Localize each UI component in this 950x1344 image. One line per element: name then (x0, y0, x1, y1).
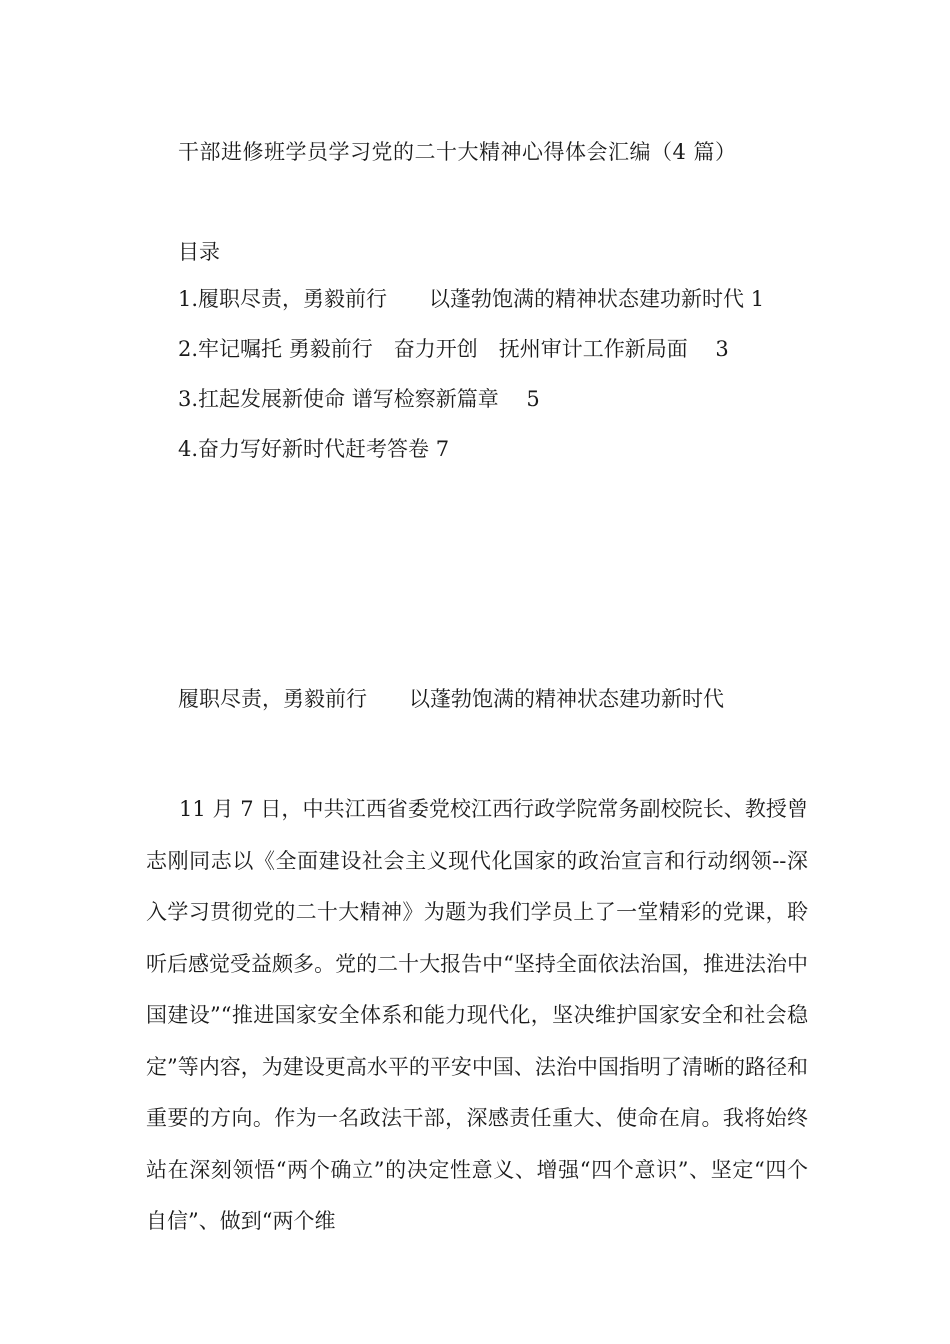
toc-item[interactable]: 4.奋力写好新时代赶考答卷 7 (178, 437, 450, 461)
body-paragraph: 11 月 7 日，中共江西省委党校江西行政学院常务副校院长、教授曾志刚同志以《全面建设社会主义现代化国家的政治宣言和行动纲领--深入学习贯彻党的二十大精神》为题为我们学员上了一堂精彩的党课，聆听后感觉受益颇多。党的二十大报告中“坚持全面依法治国，推进法治中国建设”“推进国家安全体系和能力现代化，坚决维护国家安全和社会稳定”等内容，为建设更高水平的平安中国、法治中国指明了清晰的路径和重要的方向。作为一名政法干部，深感责任重大、使命在肩。我将始终站在深刻领悟“两个确立”的决定性意义、增强“四个意识”、坚定“四个自信”、做到“两个维 (146, 797, 808, 1233)
toc-item[interactable]: 3.扛起发展新使命 谱写检察新篇章 5 (178, 387, 540, 411)
section-title: 履职尽责，勇毅前行 以蓬勃饱满的精神状态建功新时代 (178, 687, 724, 711)
document-title: 干部进修班学员学习党的二十大精神心得体会汇编（4 篇） (178, 140, 737, 164)
toc-item[interactable]: 2.牢记嘱托 勇毅前行 奋力开创 抚州审计工作新局面 3 (178, 337, 729, 361)
table-of-contents (178, 284, 764, 484)
toc-item[interactable]: 1.履职尽责，勇毅前行 以蓬勃饱满的精神状态建功新时代 1 (178, 287, 765, 311)
toc-heading: 目录 (178, 240, 220, 264)
